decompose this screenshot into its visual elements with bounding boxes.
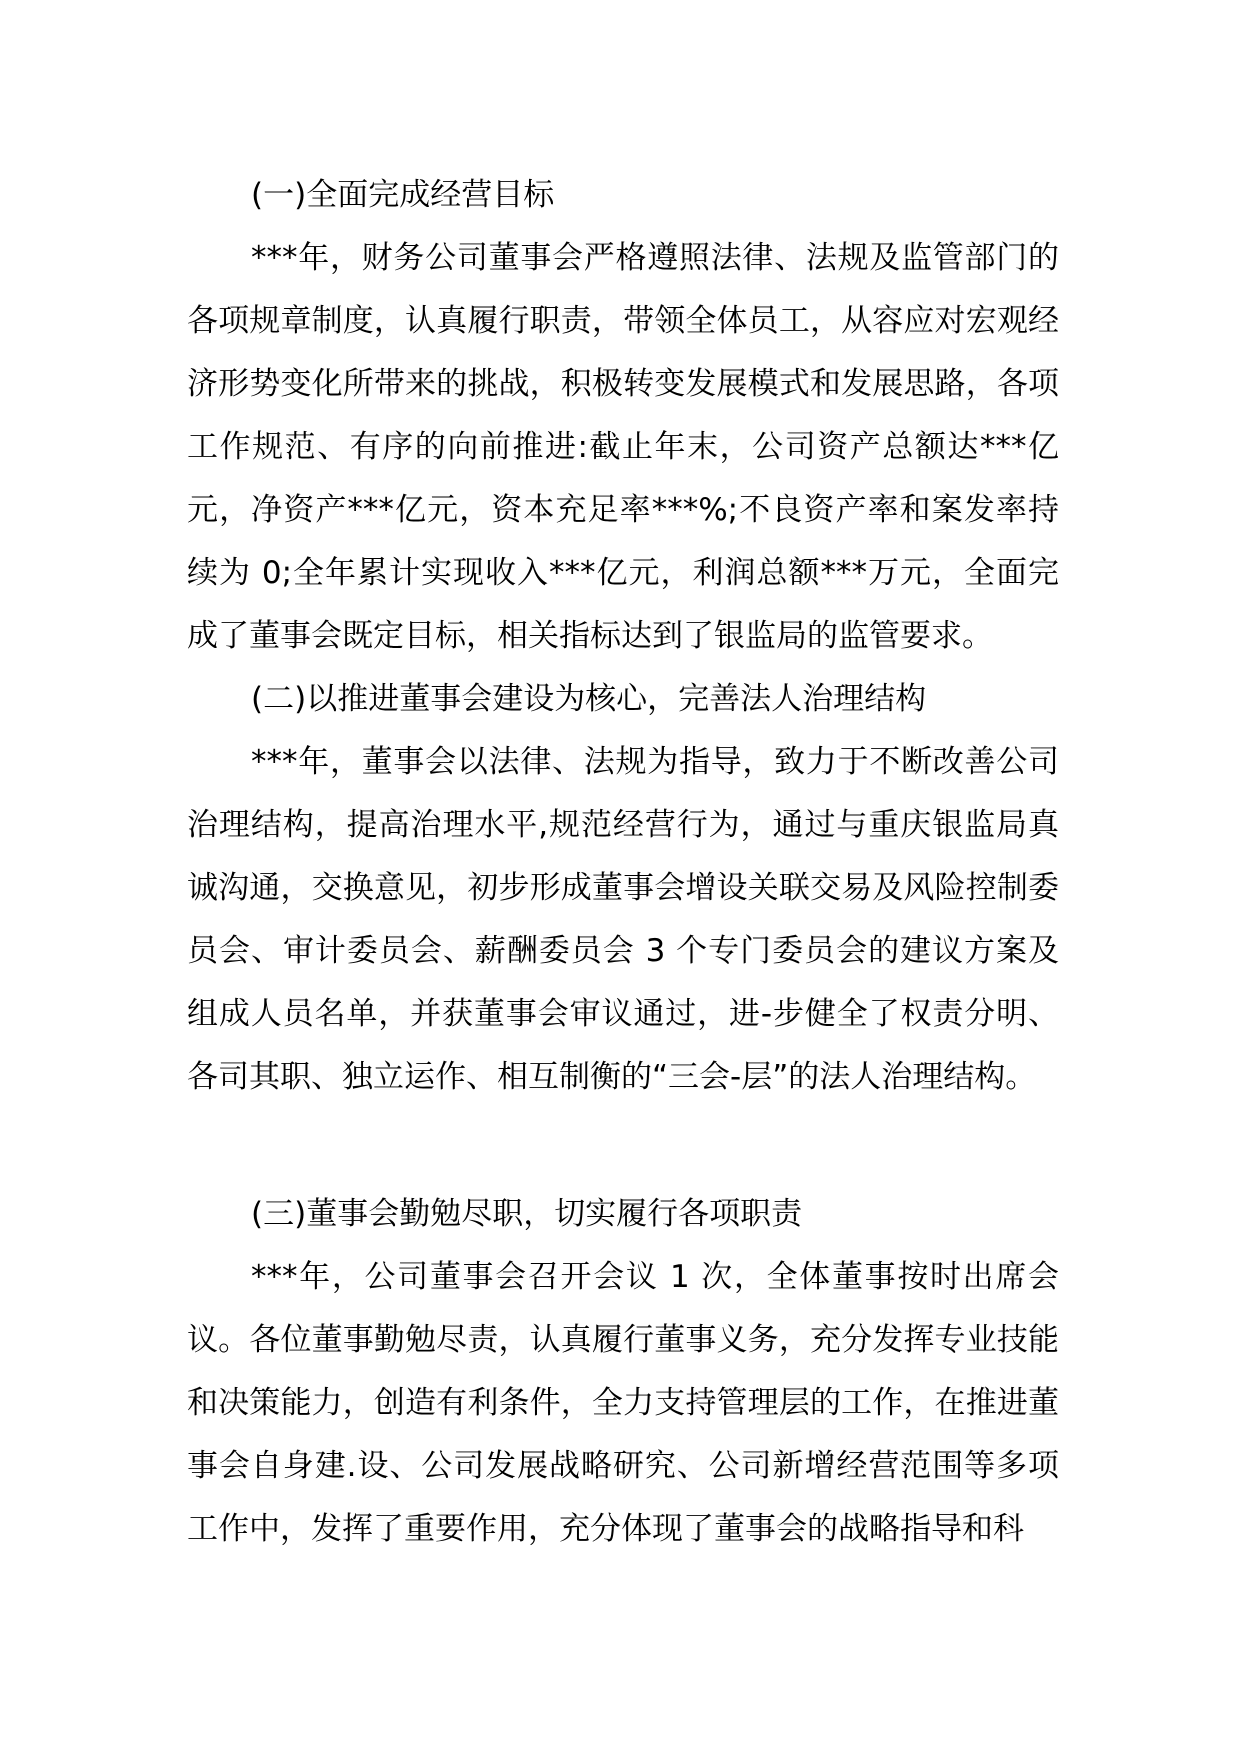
section-heading-1: (一)全面完成经营目标 [251, 177, 555, 213]
text-block-lower [187, 1183, 1059, 1561]
section-body-1: ***年，财务公司董事会严格遵照法律、法规及监管部门的各项规章制度，认真履行职责，带领全体员工，从容应对宏观经济形势变化所带来的挑战，积极转变发展模式和发展思路，各项工作规范、有序的向前推进:截止年末，公司资产总额达***亿元，净资产***亿元，资本充足率***%;不良资产率和案发率持续为 0;全年累计实现收入***亿元，利润总额***万元，全面完成了董事会既定目标，相关指标达到了银监局的监管要求。 [187, 240, 1059, 654]
section-heading-3: (三)董事会勤勉尽职，切实履行各项职责 [251, 1196, 803, 1232]
section-heading-2: (二)以推进董事会建设为核心，完善法人治理结构 [251, 681, 927, 717]
section-body-2: ***年，董事会以法律、法规为指导，致力于不断改善公司治理结构，提高治理水平,规范经营行为，通过与重庆银监局真诚沟通，交换意见，初步形成董事会增设关联交易及风险控制委员会、审计委员会、薪酬委员会 3 个专门委员会的建议方案及组成人员名单，并获董事会审议通过，进-步健全了权责分明、各司其职、独立运作、相互制衡的“三会-层”的法人治理结构。 [187, 744, 1059, 1095]
text-block-upper [187, 164, 1059, 1109]
section-body-3: ***年，公司董事会召开会议 1 次，全体董事按时出席会议。各位董事勤勉尽责，认真履行董事义务，充分发挥专业技能和决策能力，创造有利条件，全力支持管理层的工作，在推进董事会自身建.设、公司发展战略研究、公司新增经营范围等多项工作中，发挥了重要作用，充分体现了董事会的战略指导和科 [187, 1259, 1059, 1547]
